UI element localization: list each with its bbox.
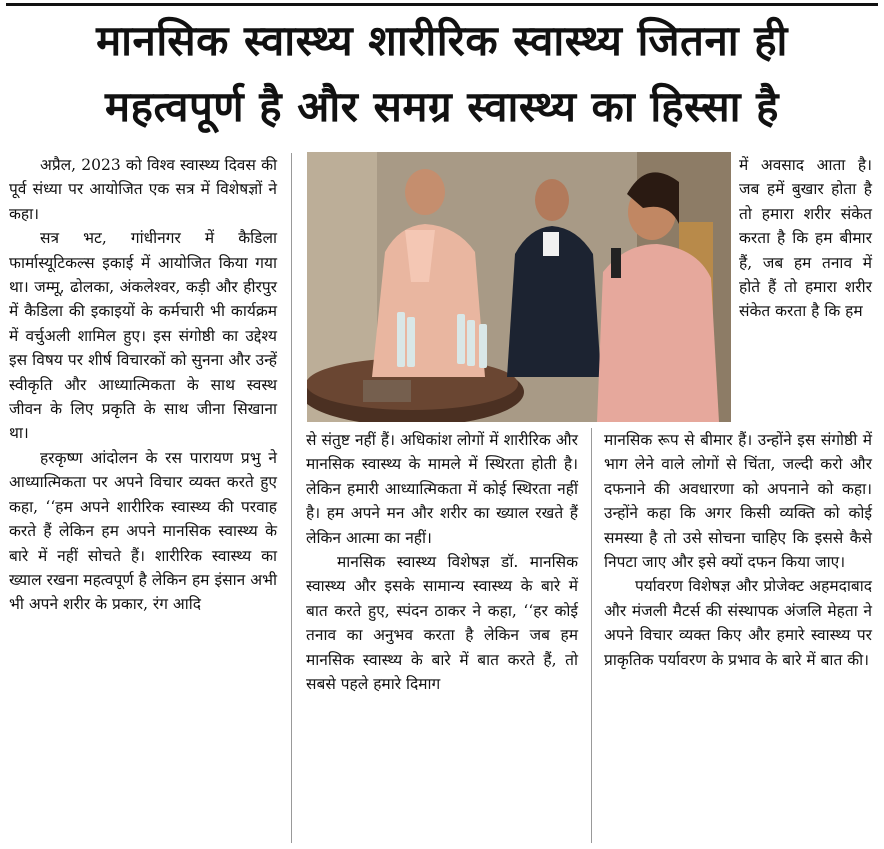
article-column-1: [9, 153, 277, 617]
article-column-2: [306, 428, 578, 696]
top-rule: [6, 3, 878, 6]
headline-line-1: मानसिक स्वास्थ्य शारीरिक स्वास्थ्य जितना ही: [96, 16, 788, 65]
article-column-3-top: [739, 153, 872, 324]
paragraph: अप्रैल, 2023 को विश्व स्वास्थ्य दिवस की पूर्व संध्या पर आयोजित एक सत्र में विशेषज्ञों ने कहा।: [9, 156, 277, 223]
paragraph: से संतुष्ट नहीं हैं। अधिकांश लोगों में शारीरिक और मानसिक स्वास्थ्य के मामले में स्थिरता होती है। लेकिन हमारी आध्यात्मिकता में कोई स्थिरता नहीं है। हम अपने मन और शरीर का ख्याल रखते हैं लेकिन आत्मा का नहीं।: [306, 431, 578, 547]
paragraph: पर्यावरण विशेषज्ञ और प्रोजेक्ट अहमदाबाद और मंजली मैटर्स की संस्थापक अंजलि मेहता ने अपने विचार व्यक्त किए और हमारे स्वास्थ्य पर प्राकृतिक पर्यावरण के प्रभाव के बारे में बात की।: [604, 577, 872, 669]
paragraph: मानसिक रूप से बीमार हैं। उन्होंने इस संगोष्ठी में भाग लेने वाले लोगों से चिंता, जल्दी करो और दफनाने की अवधारणा को अपनाने को कहा। उन्होंने कहा कि अगर किसी व्यक्ति को कोई समस्या है तो उसे सोचना चाहिए कि इससे कैसे निपटा जाए और इसे क्यों दफन किया जाए।: [604, 431, 872, 572]
headline: [0, 8, 884, 140]
event-photo: [307, 152, 731, 422]
paragraph: में अवसाद आता है। जब हमें बुखार होता है तो हमारा शरीर संकेत करता है कि हम बीमार हैं, जब हम तनाव में होते हैं तो हमारा शरीर संकेत करता है कि हम: [739, 156, 872, 321]
headline-line-2: महत्वपूर्ण है और समग्र स्वास्थ्य का हिस्सा है: [105, 82, 779, 131]
paragraph: मानसिक स्वास्थ्य विशेषज्ञ डॉ. मानसिक स्वास्थ्य और इसके सामान्य स्वास्थ्य के बारे में बात करते हुए, स्पंदन ठाकर ने कहा, ‘‘हर कोई तनाव का अनुभव करता है लेकिन जब हम मानसिक स्वास्थ्य के बारे में बात करते हैं, तो सबसे पहले हमारे दिमाग: [306, 553, 578, 694]
paragraph: सत्र भट, गांधीनगर में कैडिला फार्मास्यूटिकल्स इकाई में आयोजित किया गया था। जम्मू, ढोलका, अंकलेश्वर, कड़ी और हीरपुर में कैडिला की इकाइयों के कर्मचारी भी कार्यक्रम में वर्चुअली शामिल हुए। इस संगोष्ठी का उद्देश्य इस विषय पर शीर्ष विचारकों को सुनना और उन्हें स्वीकृति और आध्यात्मिकता के साथ स्वस्थ जीवन के लिए प्रकृति के साथ जीना सिखाना था।: [9, 229, 277, 443]
column-divider: [591, 428, 592, 843]
article-column-3: [604, 428, 872, 672]
column-divider: [291, 153, 292, 843]
paragraph: हरकृष्ण आंदोलन के रस पारायण प्रभु ने आध्यात्मिकता पर अपने विचार व्यक्त करते हुए कहा, ‘‘हम अपने शारीरिक स्वास्थ्य की परवाह करते हैं लेकिन हम अपने मानसिक स्वास्थ्य के बारे में नहीं सोचते हैं। शारीरिक स्वास्थ्य का ख्याल रखना महत्वपूर्ण है लेकिन हम इंसान अभी भी अपने शरीर के प्रकार, रंग आदि: [9, 448, 277, 614]
